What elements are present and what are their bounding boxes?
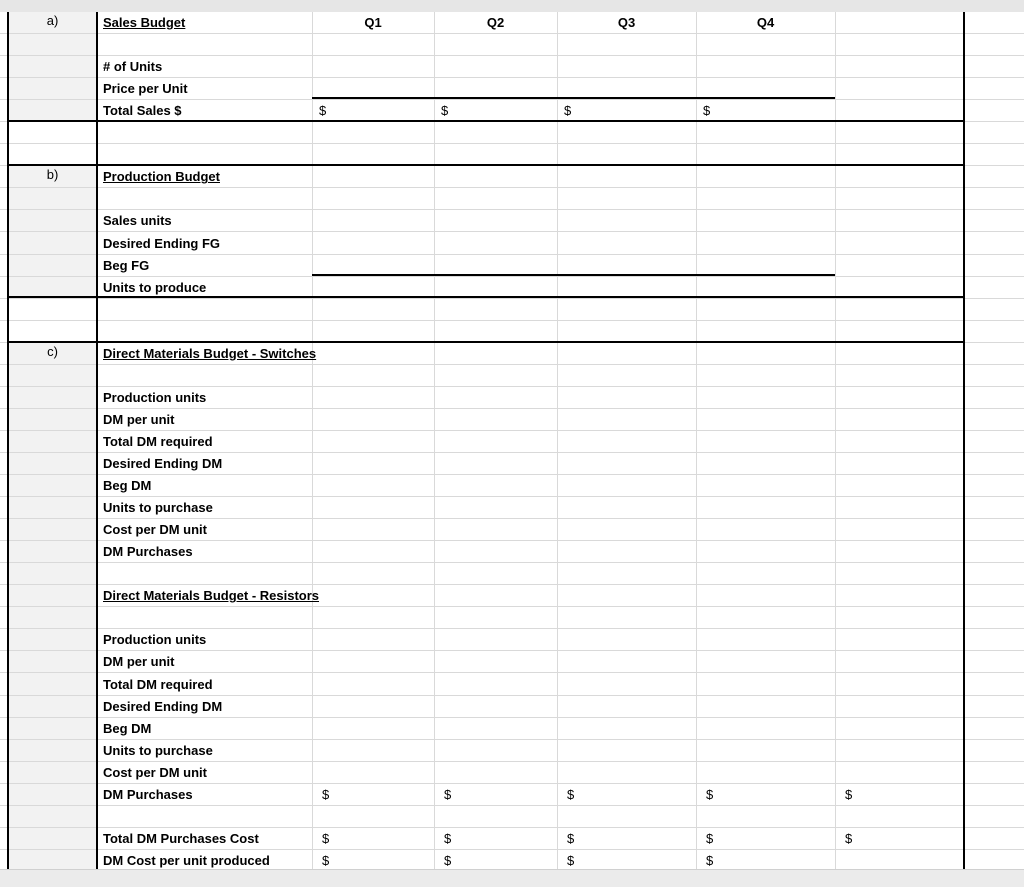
grid-row[interactable] — [0, 718, 1024, 740]
grid-row[interactable] — [0, 34, 1024, 56]
row-label: Production units — [103, 632, 207, 648]
section-title-dm-switches: Direct Materials Budget - Switches — [103, 345, 317, 361]
row-label: Desired Ending FG — [103, 235, 221, 251]
currency-symbol: $ — [444, 830, 452, 846]
left-border — [7, 12, 9, 869]
column-header-q3: Q3 — [617, 15, 636, 30]
row-label: Units to purchase — [103, 500, 213, 516]
currency-symbol: $ — [703, 103, 711, 119]
grid-row[interactable] — [0, 299, 1024, 321]
currency-symbol: $ — [444, 852, 452, 868]
bottom-band — [0, 869, 1024, 887]
row-label: Beg DM — [103, 720, 152, 736]
currency-symbol: $ — [567, 852, 575, 868]
grid-row[interactable] — [0, 122, 1024, 144]
label-border — [96, 12, 98, 869]
row-label: Units to produce — [103, 279, 207, 295]
currency-symbol: $ — [322, 852, 330, 868]
row-label: DM per unit — [103, 411, 175, 427]
row-label: Total DM required — [103, 676, 213, 692]
currency-symbol: $ — [567, 786, 575, 802]
grid-column-line — [557, 12, 558, 869]
grid-row[interactable] — [0, 607, 1024, 629]
currency-symbol: $ — [567, 830, 575, 846]
row-label: DM Purchases — [103, 544, 193, 560]
row-label: Beg DM — [103, 478, 152, 494]
row-label: Cost per DM unit — [103, 522, 207, 538]
grid-row[interactable] — [0, 563, 1024, 585]
grid-row[interactable] — [0, 144, 1024, 166]
grid-row[interactable] — [0, 475, 1024, 497]
grid-column-line — [434, 12, 435, 869]
currency-symbol: $ — [322, 786, 330, 802]
row-label: Production units — [103, 389, 207, 405]
top-band — [0, 0, 1024, 12]
row-label: Total DM Purchases Cost — [103, 830, 259, 846]
currency-symbol: $ — [845, 786, 853, 802]
grid-row[interactable] — [0, 188, 1024, 210]
row-label: Sales units — [103, 213, 172, 229]
grid-row[interactable] — [0, 321, 1024, 343]
section-marker-b: b) — [46, 167, 59, 183]
currency-symbol: $ — [441, 103, 449, 119]
row-label: DM Cost per unit produced — [103, 852, 270, 868]
grid-row[interactable] — [0, 365, 1024, 387]
grid-row[interactable] — [0, 806, 1024, 828]
row-label: DM per unit — [103, 654, 175, 670]
currency-symbol: $ — [706, 830, 714, 846]
section-title-production-budget: Production Budget — [103, 169, 220, 185]
section-title-dm-resistors: Direct Materials Budget - Resistors — [103, 588, 320, 604]
section-marker-a: a) — [46, 13, 59, 28]
column-header-q4: Q4 — [756, 15, 775, 30]
currency-symbol: $ — [322, 830, 330, 846]
total-underline — [312, 274, 835, 276]
grid-column-line — [835, 12, 836, 869]
grid-column-line — [696, 12, 697, 869]
currency-symbol: $ — [319, 103, 327, 119]
row-label: Units to purchase — [103, 742, 213, 758]
column-header-q2: Q2 — [486, 15, 505, 30]
currency-symbol: $ — [706, 786, 714, 802]
total-underline — [312, 97, 835, 99]
right-border — [963, 12, 965, 869]
currency-symbol: $ — [706, 852, 714, 868]
row-label: DM Purchases — [103, 786, 193, 802]
row-label: Desired Ending DM — [103, 456, 223, 471]
row-label: Cost per DM unit — [103, 764, 207, 780]
row-label: Beg FG — [103, 257, 150, 273]
currency-symbol: $ — [845, 830, 853, 846]
row-label: Price per Unit — [103, 81, 188, 97]
section-marker-c: c) — [47, 343, 58, 359]
column-header-q1: Q1 — [364, 15, 382, 30]
row-label: Total Sales $ — [103, 103, 182, 119]
row-label: # of Units — [103, 59, 163, 75]
section-title-sales-budget: Sales Budget — [103, 15, 186, 30]
row-label: Total DM required — [103, 433, 213, 449]
row-label: Desired Ending DM — [103, 698, 223, 714]
currency-symbol: $ — [564, 103, 572, 119]
currency-symbol: $ — [444, 786, 452, 802]
budget-worksheet[interactable] — [0, 12, 1024, 869]
grid-column-line — [312, 12, 313, 869]
